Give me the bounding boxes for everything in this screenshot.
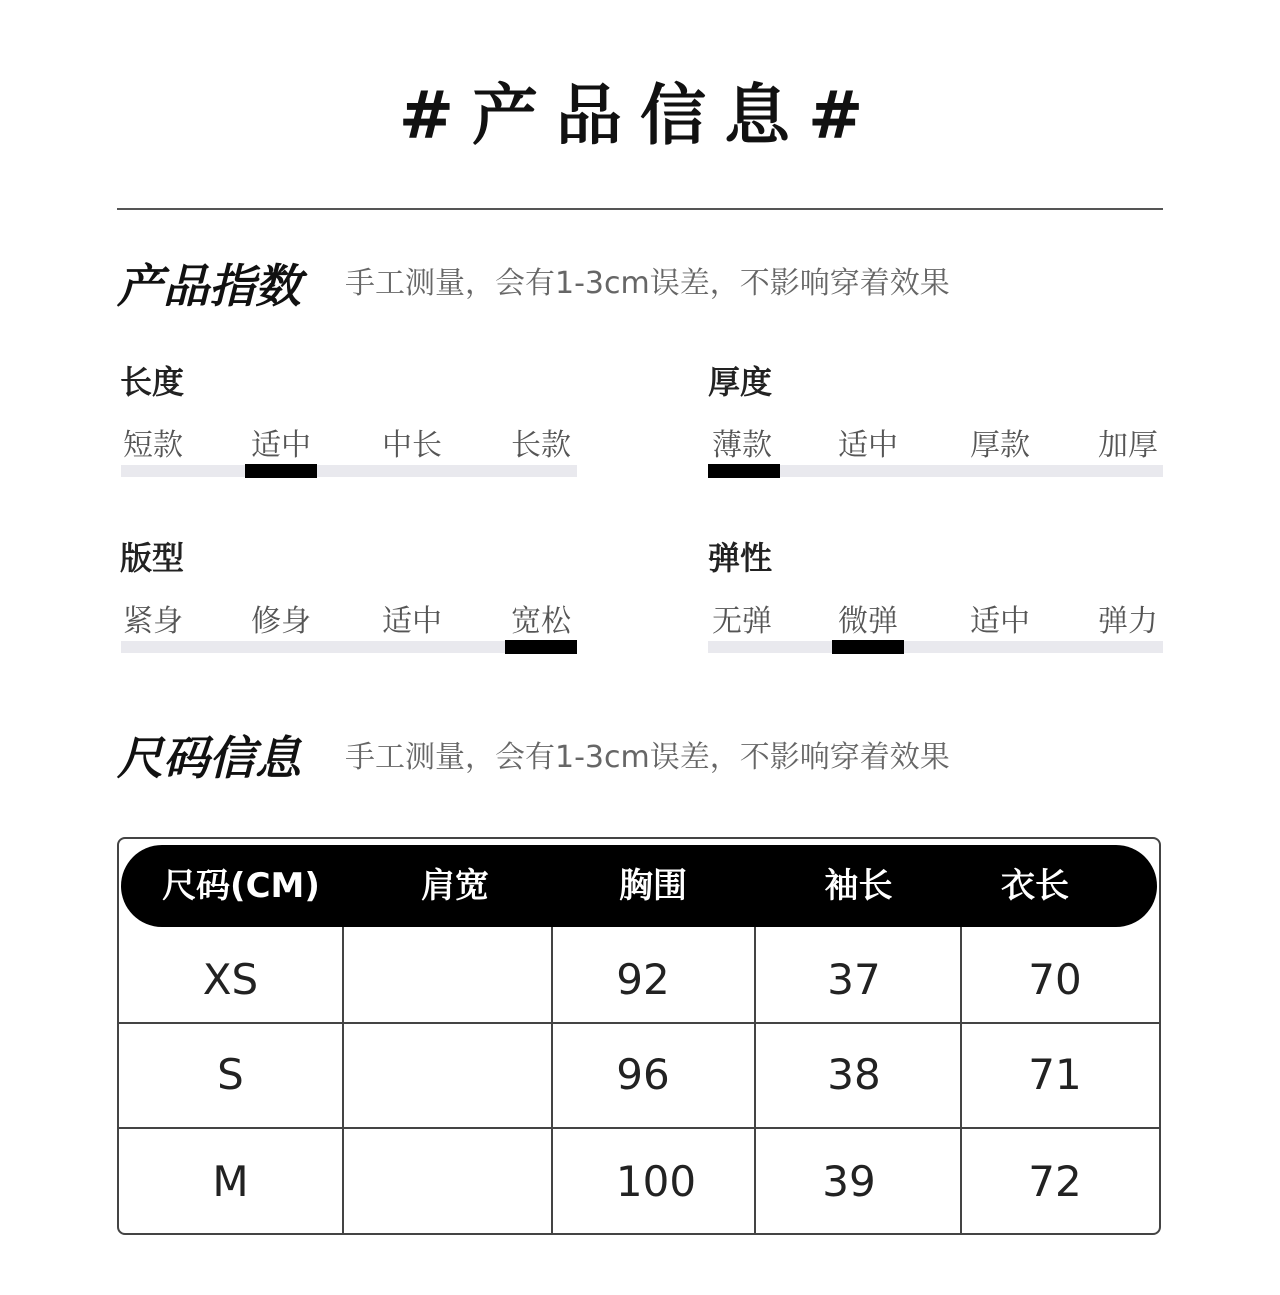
table-cell: 71 <box>1028 1050 1082 1099</box>
metric-option: 微弹 <box>838 604 898 639</box>
table-cell: M <box>212 1157 249 1206</box>
table-header-cell: 胸围 <box>619 866 687 906</box>
metric-option: 短款 <box>123 428 183 463</box>
table-cell: S <box>217 1050 244 1099</box>
table-cell: 96 <box>616 1050 670 1099</box>
table-header-cell: 肩宽 <box>421 866 489 906</box>
metric-selected-indicator <box>708 464 780 478</box>
table-cell: 37 <box>827 955 881 1004</box>
product-index-note: 手工测量，会有1-3cm误差，不影响穿着效果 <box>345 266 950 301</box>
title-divider <box>117 208 1163 210</box>
metric-selected-indicator <box>245 464 317 478</box>
metric-selected-indicator <box>832 640 904 654</box>
table-column-divider <box>342 927 344 1235</box>
metric-option: 修身 <box>251 604 311 639</box>
metric-selected-indicator <box>505 640 577 654</box>
metric-label: 厚度 <box>708 363 773 401</box>
table-cell: 92 <box>616 955 670 1004</box>
product-index-title: 产品指数 <box>117 259 301 313</box>
metric-option: 无弹 <box>712 604 772 639</box>
metric-label: 长度 <box>120 363 185 401</box>
page-title: #产品信息# <box>398 77 882 154</box>
metric-option: 宽松 <box>511 604 571 639</box>
table-cell: 100 <box>615 1157 697 1206</box>
metric-option: 适中 <box>970 604 1030 639</box>
metric-track <box>121 465 577 477</box>
table-cell: 38 <box>827 1050 881 1099</box>
table-header-cell: 袖长 <box>824 866 893 906</box>
metric-label: 版型 <box>120 539 185 577</box>
metric-option: 长款 <box>511 428 571 463</box>
table-cell: 70 <box>1028 955 1082 1004</box>
size-info-note: 手工测量，会有1-3cm误差，不影响穿着效果 <box>345 740 950 775</box>
metric-option: 适中 <box>838 428 898 463</box>
table-row-divider <box>119 1127 1161 1129</box>
metric-option: 弹力 <box>1098 604 1158 639</box>
table-cell: XS <box>202 955 259 1004</box>
table-cell: 39 <box>822 1157 876 1206</box>
metric-option: 中长 <box>382 428 442 463</box>
metric-label: 弹性 <box>708 539 773 577</box>
table-header-cell: 衣长 <box>1001 866 1069 906</box>
metric-option: 适中 <box>251 428 311 463</box>
size-info-title: 尺码信息 <box>117 731 301 785</box>
table-cell: 72 <box>1028 1157 1082 1206</box>
metric-track <box>708 641 1163 653</box>
table-header-cell: 尺码(CM) <box>162 866 320 906</box>
metric-option: 加厚 <box>1098 428 1158 463</box>
metric-option: 紧身 <box>123 604 183 639</box>
metric-option: 适中 <box>382 604 442 639</box>
metric-option: 薄款 <box>712 428 772 463</box>
table-row-divider <box>119 1022 1161 1024</box>
metric-option: 厚款 <box>970 428 1030 463</box>
